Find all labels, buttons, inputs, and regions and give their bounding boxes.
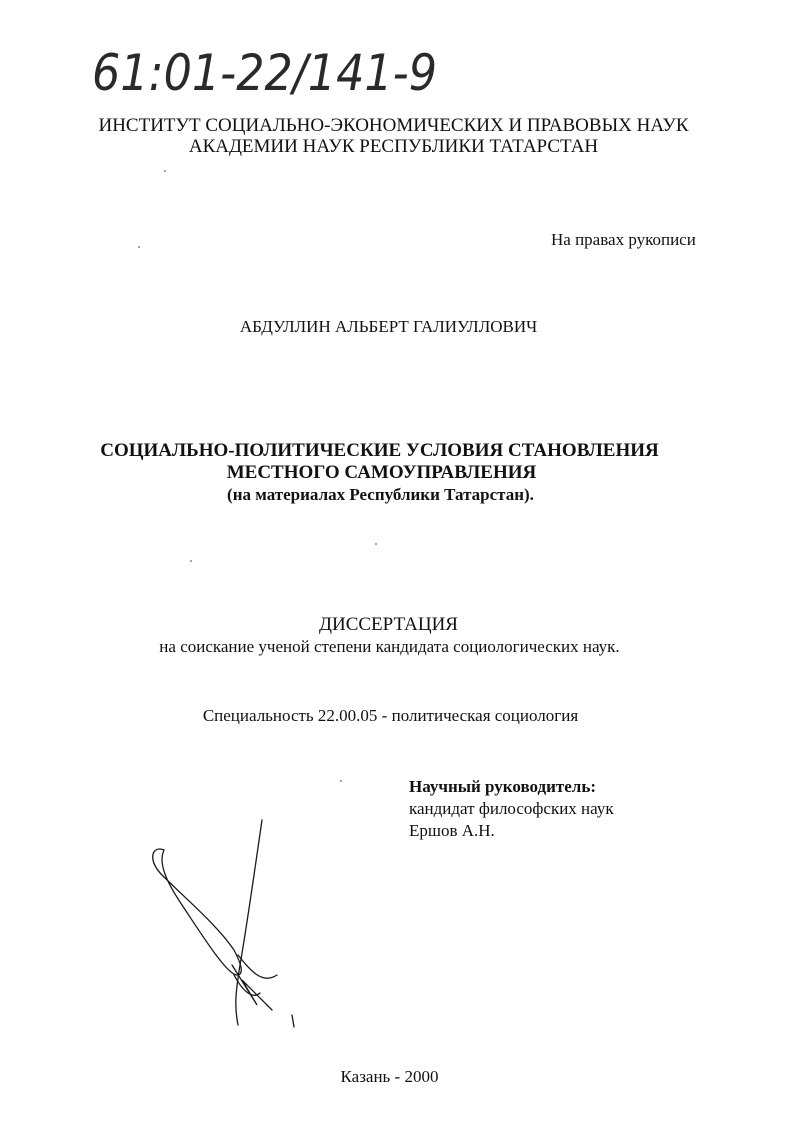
institute-name-line-1: ИНСТИТУТ СОЦИАЛЬНО-ЭКОНОМИЧЕСКИХ И ПРАВОВЫХ НАУК (98, 115, 689, 136)
city-year: Казань - 2000 (340, 1067, 439, 1086)
handwritten-code-text: 61:01-22/141-9 (92, 44, 437, 102)
dissertation-title-line-3: (на материалах Республики Татарстан). (227, 485, 534, 504)
supervisor-label: Научный руководитель: (409, 777, 596, 796)
scan-speck (190, 560, 192, 562)
manuscript-rights-note: На правах рукописи (551, 230, 696, 249)
scan-speck (164, 170, 166, 172)
supervisor-name: Ершов А.Н. (409, 821, 495, 840)
supervisor-degree: кандидат философских наук (409, 799, 614, 818)
institute-name-line-2: АКАДЕМИИ НАУК РЕСПУБЛИКИ ТАТАРСТАН (188, 136, 599, 157)
specialty-statement: Специальность 22.00.05 - политическая социология (202, 706, 579, 725)
document-type: ДИССЕРТАЦИЯ (319, 614, 458, 635)
scan-speck (138, 246, 140, 248)
author-name: АБДУЛЛИН АЛЬБЕРТ ГАЛИУЛЛОВИЧ (239, 317, 538, 336)
dissertation-title-line-1: СОЦИАЛЬНО-ПОЛИТИЧЕСКИЕ УСЛОВИЯ СТАНОВЛЕНИЯ (100, 440, 659, 461)
scan-speck (340, 780, 342, 782)
supervisor-block (409, 776, 614, 842)
handwritten-archive-code (88, 38, 448, 108)
handwritten-archive-code-drawing (88, 38, 448, 108)
signature-icon (142, 815, 302, 1045)
scan-speck (375, 543, 377, 545)
degree-statement: на соискание ученой степени кандидата социологических наук. (159, 637, 620, 656)
signature-drawing (142, 815, 302, 1045)
dissertation-title-line-2: МЕСТНОГО САМОУПРАВЛЕНИЯ (226, 462, 537, 483)
